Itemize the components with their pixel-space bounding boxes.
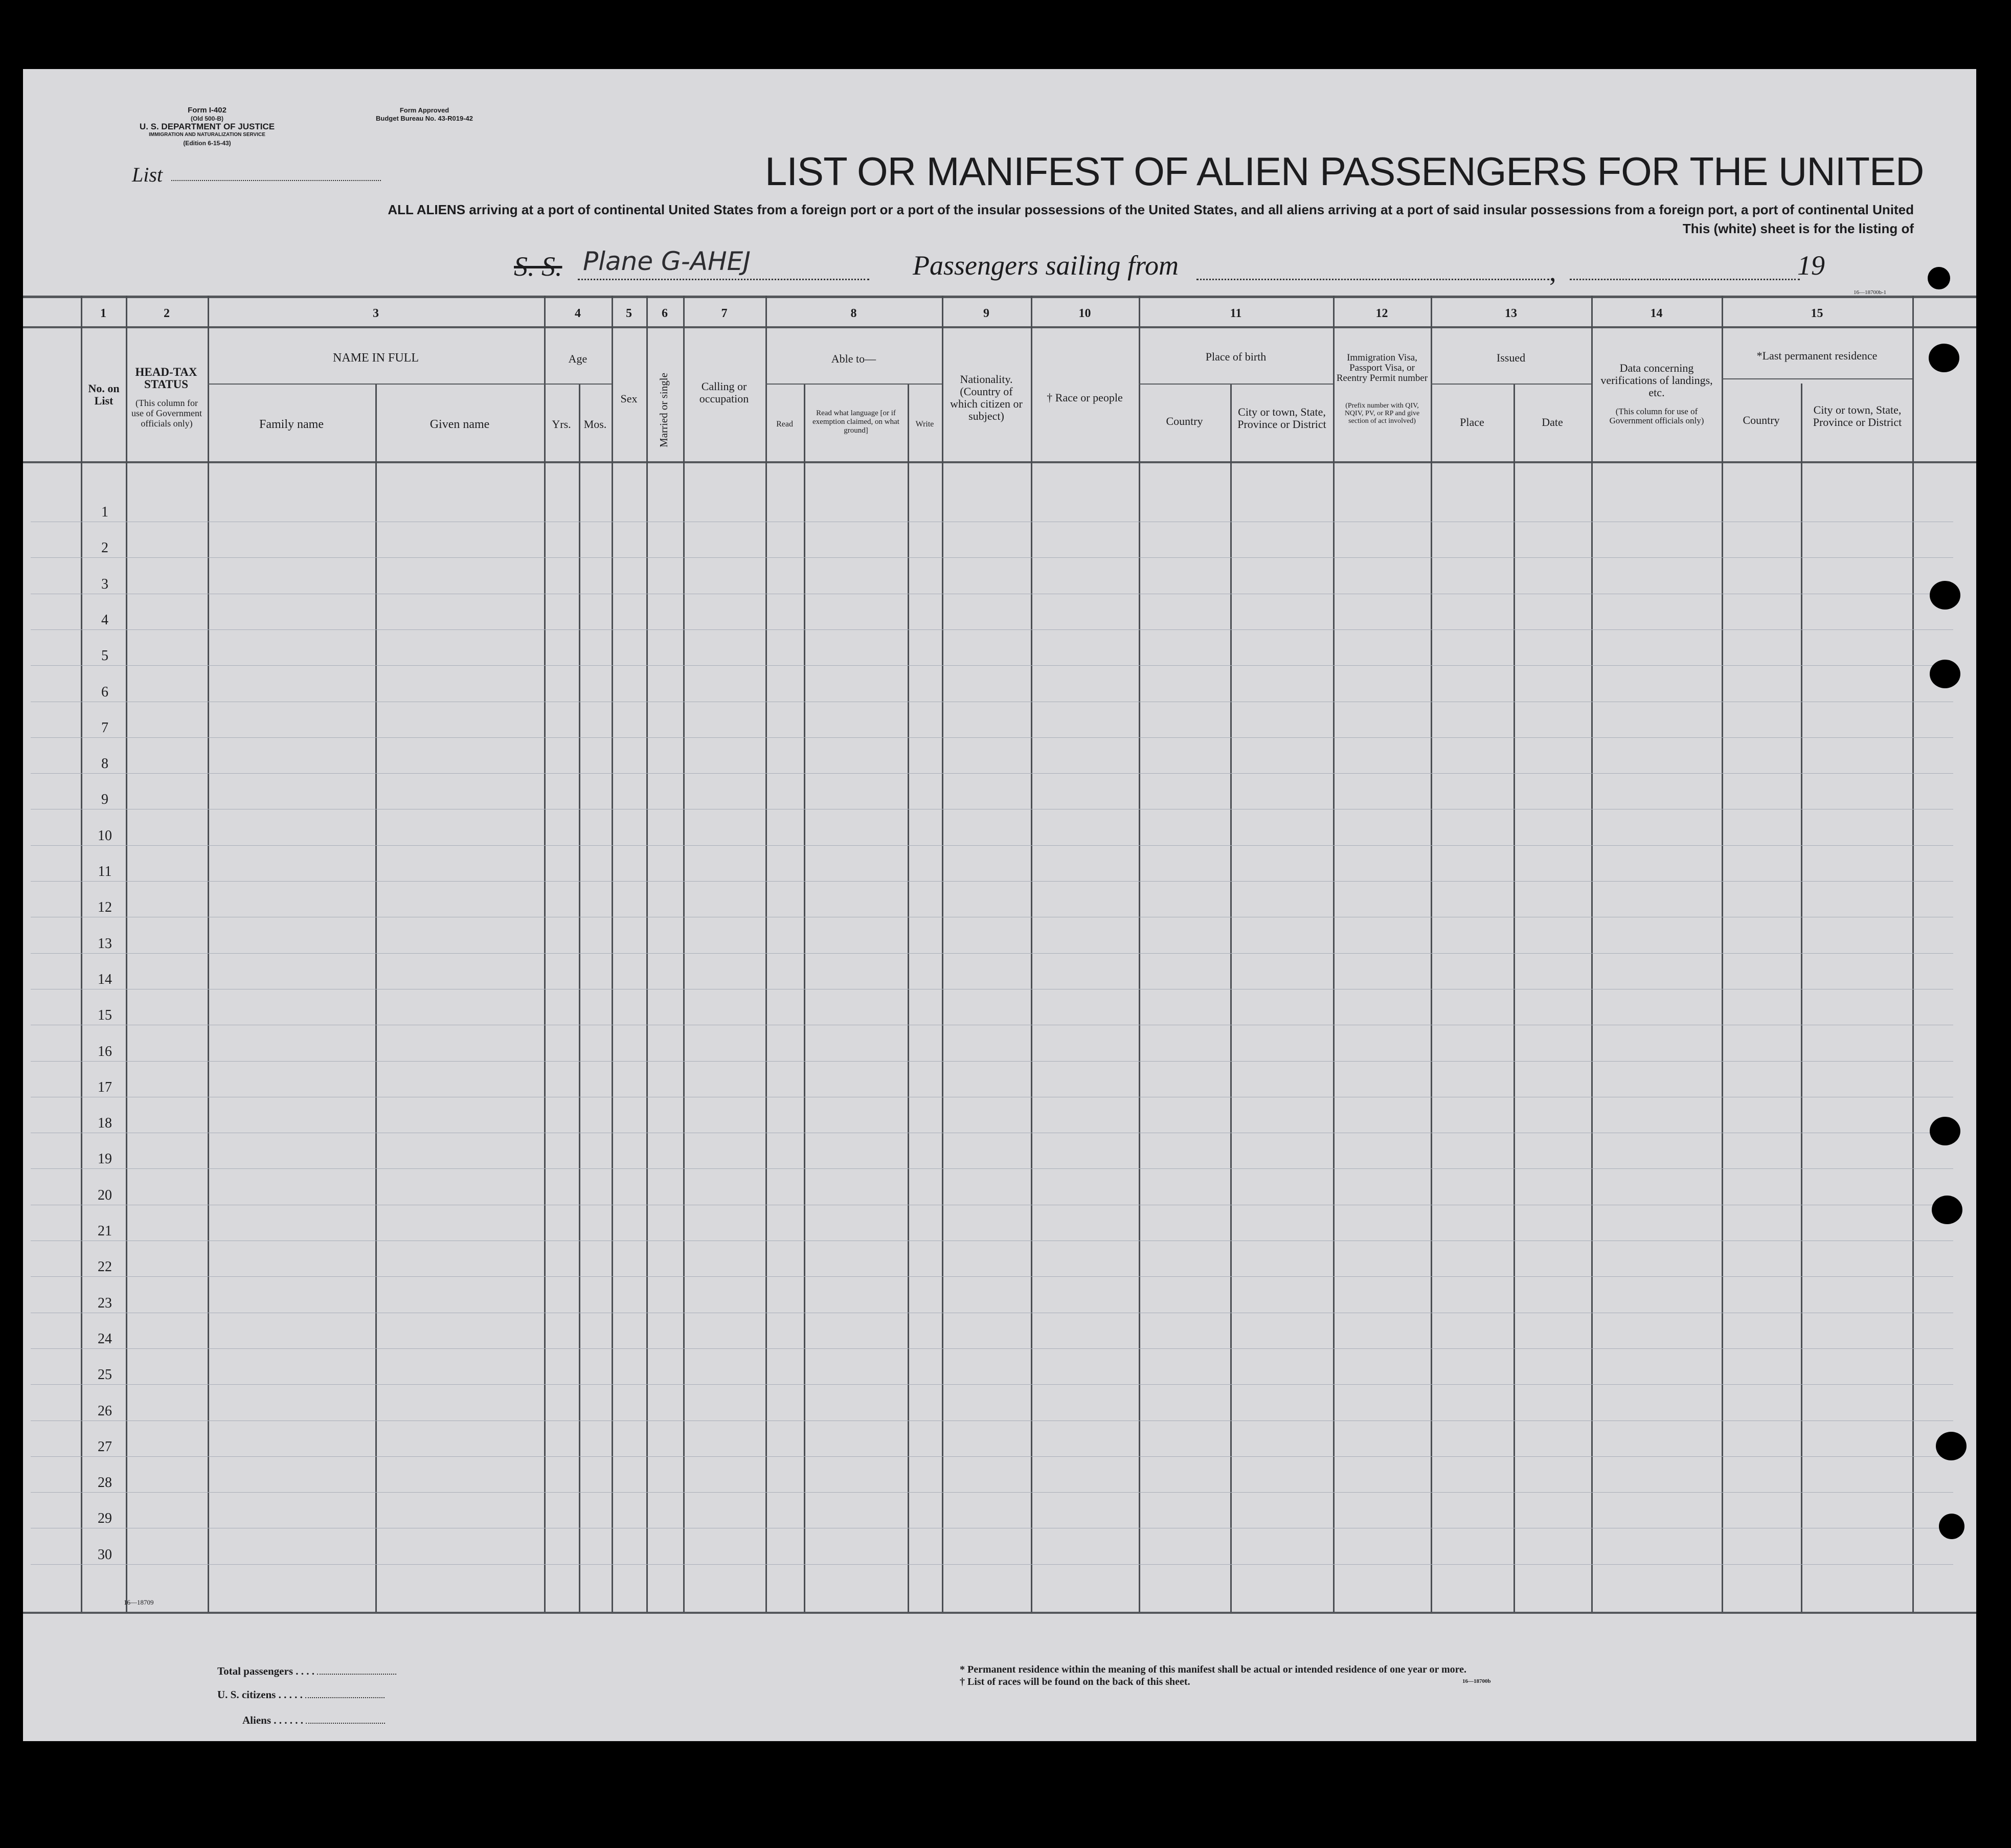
- row-number: 15: [98, 1007, 112, 1023]
- col-rule: [208, 296, 209, 1612]
- row-line: [31, 1348, 1953, 1349]
- col-rule: [544, 296, 546, 1612]
- subtitle-line-1: ALL ALIENS arriving at a port of continental United States from a foreign port or a port of the insular possessions of the United States, and all aliens arriving at a port of said insular possessions from a foreign port, a port of continental United: [388, 202, 1914, 217]
- header-write: Write: [915, 420, 934, 429]
- col-rule: [579, 384, 580, 1612]
- row-number: 10: [98, 828, 112, 844]
- header-residence-city: City or town, State, Province or District: [1813, 403, 1902, 429]
- header-data-concerning: Data concerning verifications of landings, etc.: [1600, 362, 1713, 399]
- header-place-of-birth: Place of birth: [1205, 350, 1267, 363]
- binder-hole: [1930, 660, 1960, 688]
- aliens-text: Aliens: [242, 1714, 272, 1726]
- col-rule: [1591, 296, 1593, 1612]
- list-number-line: [171, 180, 381, 181]
- header-visa: Immigration Visa, Passport Visa, or Reentry Permit number: [1336, 352, 1428, 384]
- col-rule: [1912, 296, 1914, 1612]
- row-number: 3: [101, 576, 108, 592]
- header-given-name: Given name: [430, 418, 490, 431]
- header-name-in-full: NAME IN FULL: [333, 351, 419, 365]
- bottom-code: 16—18709: [124, 1598, 154, 1606]
- row-number: 20: [98, 1187, 112, 1203]
- binder-hole: [1936, 1432, 1967, 1460]
- row-line: [31, 629, 1953, 630]
- header-married-or-single: Married or single: [658, 373, 670, 447]
- form-approved: Form Approved: [399, 106, 449, 114]
- list-label: List: [132, 163, 163, 186]
- column-number: 8: [850, 307, 857, 320]
- date-line: [1570, 279, 1800, 280]
- subheader-rule-birth: [1139, 384, 1333, 385]
- subheader-rule-name: [208, 384, 544, 385]
- year-prefix: 19: [1797, 250, 1825, 281]
- row-number: 7: [101, 720, 108, 736]
- us-citizens-text: U. S. citizens: [217, 1688, 276, 1701]
- row-line: [31, 1456, 1953, 1457]
- subheader-rule-age: [544, 384, 612, 385]
- row-number: 24: [98, 1331, 112, 1347]
- row-number: 22: [98, 1259, 112, 1275]
- row-line: [31, 1061, 1953, 1062]
- subheader-rule-able: [765, 384, 942, 385]
- row-line: [31, 1276, 1953, 1277]
- row-number: 9: [101, 792, 108, 807]
- row-number: 6: [101, 684, 108, 700]
- col-rule: [612, 296, 613, 1612]
- table-bottom-rule: [23, 1612, 1976, 1614]
- column-number: 12: [1375, 307, 1388, 320]
- header-calling: Calling or occupation: [699, 380, 749, 405]
- header-read: Read: [776, 420, 793, 429]
- col-rule: [942, 296, 943, 1612]
- column-number: 3: [373, 307, 379, 320]
- footnote-residence: * Permanent residence within the meaning of this manifest shall be actual or intended residence of one year or more.: [960, 1664, 1467, 1675]
- subheader-rule-issued: [1431, 384, 1591, 385]
- row-number: 13: [98, 936, 112, 952]
- col-rule: [1431, 296, 1432, 1612]
- col-rule: [1801, 384, 1802, 1612]
- binder-hole: [1928, 267, 1950, 289]
- row-number: 2: [101, 540, 108, 556]
- page-title: LIST OR MANIFEST OF ALIEN PASSENGERS FOR THE UNITED: [765, 149, 1924, 194]
- col-rule: [1333, 296, 1335, 1612]
- header-nationality: Nationality. (Country of which citizen or subject): [950, 373, 1023, 422]
- header-no-on-list: No. on List: [88, 382, 120, 407]
- row-number: 4: [101, 612, 108, 628]
- footnote-code: 16—18700b: [1462, 1678, 1491, 1684]
- subtitle-line-2: This (white) sheet is for the listing of: [1682, 221, 1914, 236]
- header-birth-city: City or town, State, Province or District: [1237, 405, 1326, 431]
- row-number: 11: [98, 864, 112, 880]
- col-rule: [646, 296, 648, 1612]
- corner-code: 16—18700b-1: [1854, 289, 1887, 296]
- col-rule: [683, 296, 685, 1612]
- sailing-label: Passengers sailing from: [913, 250, 1179, 281]
- ship-name-line: [578, 279, 869, 280]
- us-citizens-label: U. S. citizens . . . . .: [217, 1688, 385, 1701]
- row-line: [31, 737, 1953, 738]
- row-number: 5: [101, 648, 108, 664]
- header-age: Age: [568, 352, 588, 365]
- row-number: 8: [101, 756, 108, 772]
- column-number: 14: [1650, 307, 1663, 320]
- row-line: [31, 1384, 1953, 1385]
- row-number: 25: [98, 1367, 112, 1383]
- header-race: † Race or people: [1047, 391, 1123, 404]
- column-number: 7: [721, 307, 728, 320]
- column-number: 15: [1811, 307, 1823, 320]
- row-line: [31, 953, 1953, 954]
- col-rule: [1031, 296, 1032, 1612]
- row-line: [31, 1564, 1953, 1565]
- column-number: 2: [164, 307, 170, 320]
- row-number: 1: [101, 504, 108, 520]
- row-number: 30: [98, 1547, 112, 1563]
- row-number: 17: [98, 1079, 112, 1095]
- column-number: 5: [626, 307, 632, 320]
- header-birth-country: Country: [1166, 415, 1203, 427]
- department-name: U. S. DEPARTMENT OF JUSTICE: [139, 122, 275, 131]
- row-number: 27: [98, 1439, 112, 1455]
- col-rule: [1722, 296, 1723, 1612]
- subheader-rule-residence: [1722, 378, 1912, 379]
- ss-label: S. S.: [514, 251, 562, 282]
- row-number: 29: [98, 1511, 112, 1526]
- binder-hole: [1939, 1514, 1964, 1539]
- row-number: 23: [98, 1295, 112, 1311]
- binder-hole: [1930, 1117, 1960, 1145]
- header-issued-place: Place: [1460, 416, 1484, 429]
- form-old-number: (Old 500-B): [190, 115, 223, 122]
- binder-hole: [1930, 581, 1960, 610]
- col-rule: [765, 296, 767, 1612]
- column-number: 9: [983, 307, 989, 320]
- row-number: 12: [98, 899, 112, 915]
- ship-name-handwritten: Plane G-AHEJ: [583, 246, 751, 276]
- header-family-name: Family name: [259, 418, 324, 431]
- row-line: [31, 773, 1953, 774]
- column-number: 13: [1505, 307, 1517, 320]
- col-rule: [1230, 384, 1232, 1612]
- row-line: [31, 557, 1953, 558]
- row-number: 28: [98, 1475, 112, 1491]
- column-number: 11: [1230, 307, 1242, 320]
- col-rule: [1513, 384, 1515, 1612]
- column-number: 4: [575, 307, 581, 320]
- col-rule: [1139, 296, 1140, 1612]
- form-id-block: [118, 106, 297, 147]
- header-read-language: Read what language [or if exemption claimed, on what ground]: [812, 409, 899, 435]
- col-rule: [908, 384, 909, 1612]
- row-number: 21: [98, 1223, 112, 1239]
- row-line: [31, 665, 1953, 666]
- row-number: 19: [98, 1151, 112, 1167]
- aliens-label: Aliens . . . . . .: [242, 1714, 385, 1727]
- sailing-from-line: [1196, 279, 1549, 280]
- header-able-to: Able to—: [831, 352, 876, 365]
- row-number: 14: [98, 972, 112, 987]
- header-residence-country: Country: [1743, 414, 1780, 426]
- total-passengers-text: Total passengers: [217, 1665, 293, 1677]
- total-passengers-label: Total passengers . . . .: [217, 1665, 396, 1678]
- approval-block: [348, 106, 501, 123]
- row-number: 26: [98, 1403, 112, 1419]
- binder-hole: [1929, 344, 1959, 372]
- row-number: 16: [98, 1044, 112, 1060]
- header-data-note: (This column for use of Government officials only): [1609, 407, 1704, 425]
- column-number: 1: [100, 307, 106, 320]
- col-rule: [804, 384, 805, 1612]
- row-line: [31, 1168, 1953, 1169]
- budget-number: Budget Bureau No. 43-R019-42: [376, 115, 473, 122]
- header-yrs: Yrs.: [552, 418, 571, 431]
- comma-mark: ,: [1549, 256, 1556, 287]
- header-visa-note: (Prefix number with QIV, NQIV, PV, or RP and give section of act involved): [1344, 402, 1420, 425]
- col-rule: [375, 384, 377, 1612]
- form-number: Form I-402: [188, 106, 227, 115]
- header-head-tax-note: (This column for use of Government officials only): [131, 398, 202, 429]
- column-number: 6: [662, 307, 668, 320]
- service-name: IMMIGRATION AND NATURALIZATION SERVICE: [149, 132, 265, 138]
- header-issued: Issued: [1496, 351, 1526, 364]
- header-last-residence: *Last permanent residence: [1756, 349, 1878, 362]
- row-line: [31, 881, 1953, 882]
- row-number: 18: [98, 1115, 112, 1131]
- row-line: [31, 1492, 1953, 1493]
- footnote-races: † List of races will be found on the back of this sheet.: [960, 1676, 1190, 1687]
- header-head-tax: HEAD-TAX STATUS: [135, 366, 197, 391]
- header-issued-date: Date: [1542, 416, 1563, 429]
- header-sex: Sex: [620, 392, 638, 405]
- edition: (Edition 6-15-43): [183, 140, 231, 147]
- column-number: 10: [1078, 307, 1091, 320]
- header-bottom-rule: [23, 461, 1976, 463]
- table-top-rule: [23, 296, 1976, 298]
- header-mos: Mos.: [583, 418, 607, 431]
- binder-hole: [1932, 1196, 1962, 1224]
- row-line: [31, 845, 1953, 846]
- column-number-rule: [23, 326, 1976, 328]
